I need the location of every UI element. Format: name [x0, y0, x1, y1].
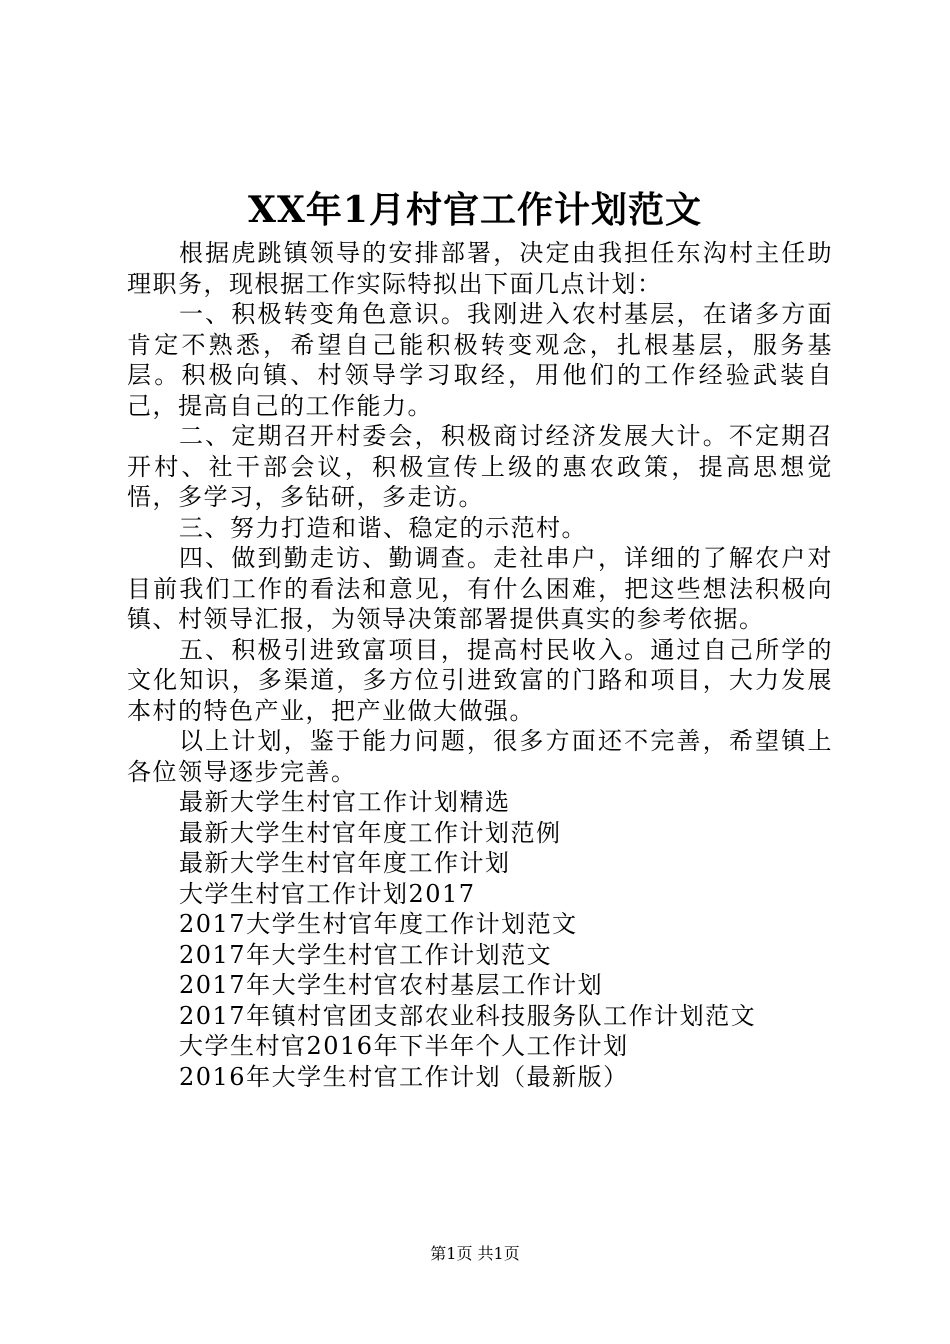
paragraph-item-2: 二、定期召开村委会，积极商讨经济发展大计。不定期召开村、社干部会议，积极宣传上级的惠农政策，提高思想觉悟，多学习，多钻研，多走访。 [127, 422, 833, 511]
related-link[interactable]: 最新大学生村官工作计划精选 [179, 788, 511, 816]
related-links-list [127, 787, 833, 1092]
paragraph-item-4: 四、做到勤走访、勤调查。走社串户，详细的了解农户对目前我们工作的看法和意见，有什么困难，把这些想法积极向镇、村领导汇报，为领导决策部署提供真实的参考依据。 [127, 544, 833, 633]
related-link[interactable]: 大学生村官工作计划2017 [179, 879, 476, 908]
related-link[interactable]: 大学生村官2016年下半年个人工作计划 [179, 1032, 629, 1060]
paragraph-item-1: 一、积极转变角色意识。我刚进入农村基层，在诸多方面肯定不熟悉，希望自己能积极转变观念，扎根基层，服务基层。积极向镇、村领导学习取经，用他们的工作经验武装自己，提高自己的工作能力。 [127, 300, 833, 420]
related-link[interactable]: 最新大学生村官年度工作计划范例 [179, 818, 562, 847]
related-link[interactable]: 2017年大学生村官农村基层工作计划 [179, 971, 604, 999]
related-link[interactable]: 最新大学生村官年度工作计划 [179, 849, 511, 877]
document-body [127, 238, 833, 1092]
paragraph-conclusion: 以上计划，鉴于能力问题，很多方面还不完善，希望镇上各位领导逐步完善。 [127, 727, 833, 786]
paragraph-item-5: 五、积极引进致富项目，提高村民收入。通过自己所学的文化知识，多渠道，多方位引进致富的门路和项目，大力发展本村的特色产业，把产业做大做强。 [127, 635, 833, 725]
document-title: XX年1月村官工作计划范文 [248, 189, 702, 231]
related-link[interactable]: 2016年大学生村官工作计划（最新版） [179, 1062, 629, 1091]
related-link[interactable]: 2017大学生村官年度工作计划范文 [179, 910, 578, 938]
paragraph-item-3: 三、努力打造和谐、稳定的示范村。 [179, 513, 587, 542]
related-link[interactable]: 2017年镇村官团支部农业科技服务队工作计划范文 [179, 1001, 757, 1030]
related-link[interactable]: 2017年大学生村官工作计划范文 [179, 940, 553, 969]
paragraph-intro: 根据虎跳镇领导的安排部署，决定由我担任东沟村主任助理职务，现根据工作实际特拟出下面几点计划： [127, 239, 833, 298]
page-footer: 第1页 共1页 [430, 1244, 520, 1263]
